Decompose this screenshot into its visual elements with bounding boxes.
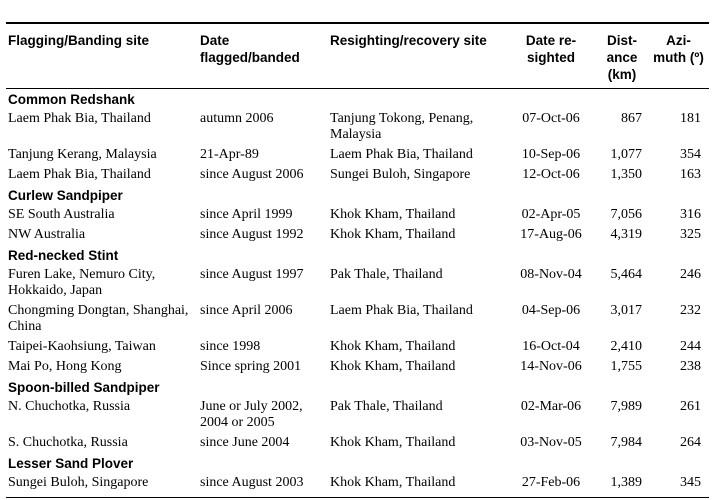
cell-azimuth: 232 (680, 303, 701, 318)
cell-date-resighted: 04-Sep-06 (521, 303, 581, 318)
cell-site: Sungei Buloh, Singapore (6, 473, 198, 498)
cell-recovery-site: Tanjung Tokong, Penang, Malaysia (330, 111, 474, 142)
table-row (6, 473, 709, 498)
species-group-row (6, 453, 709, 473)
cell-recovery-site: Khok Kham, Thailand (328, 473, 508, 498)
cell-date-flagged: June or July 2002, 2004 or 2005 (200, 399, 303, 430)
cell-date-resighted: 02-Mar-06 (520, 399, 582, 414)
header-date-flagged: Date flagged/banded (198, 23, 328, 89)
cell-distance: 2,410 (610, 339, 642, 354)
cell-site: Taipei-Kaohsiung, Taiwan (8, 339, 156, 354)
cell-site: NW Australia (8, 227, 86, 242)
cell-recovery-site: Khok Kham, Thailand (330, 207, 456, 222)
header-row (6, 23, 709, 89)
species-group-row (6, 245, 709, 265)
cell-date-flagged: since April 1999 (200, 207, 293, 222)
cell-site: Laem Phak Bia, Thailand (8, 111, 151, 126)
cell-date-flagged: 21-Apr-89 (200, 147, 259, 162)
cell-azimuth: 325 (680, 227, 701, 242)
cell-distance: 1,350 (610, 167, 642, 182)
table-row (6, 265, 709, 301)
cell-date-resighted: 27-Feb-06 (508, 473, 596, 498)
header-site: Flagging/Banding site (6, 23, 198, 89)
cell-date-flagged: since June 2004 (200, 435, 290, 450)
cell-azimuth: 316 (680, 207, 701, 222)
cell-distance: 1,077 (610, 147, 642, 162)
cell-recovery-site: Pak Thale, Thailand (330, 267, 443, 282)
cell-recovery-site: Khok Kham, Thailand (330, 435, 456, 450)
cell-date-resighted: 16-Oct-04 (522, 339, 580, 354)
cell-date-flagged: since August 2003 (198, 473, 328, 498)
cell-distance: 1,755 (610, 359, 642, 374)
cell-date-flagged: Since spring 2001 (200, 359, 302, 374)
cell-azimuth: 354 (680, 147, 701, 162)
cell-recovery-site: Khok Kham, Thailand (330, 339, 456, 354)
cell-date-resighted: 12-Oct-06 (522, 167, 580, 182)
cell-date-flagged: since August 2006 (200, 167, 304, 182)
table-row (6, 225, 709, 245)
cell-site: Chongming Dongtan, Shanghai, China (8, 303, 189, 334)
cell-site: SE South Australia (8, 207, 115, 222)
header-distance: Dist-ance (km) (596, 23, 650, 89)
cell-recovery-site: Khok Kham, Thailand (330, 359, 456, 374)
species-name: Red-necked Stint (8, 248, 119, 263)
cell-date-resighted: 14-Nov-06 (520, 359, 582, 374)
cell-azimuth: 345 (650, 473, 709, 498)
header-date-resighted: Date re-sighted (508, 23, 596, 89)
cell-distance: 7,989 (610, 399, 642, 414)
cell-site: Laem Phak Bia, Thailand (8, 167, 151, 182)
cell-date-resighted: 02-Apr-05 (521, 207, 581, 222)
header-recovery-site: Resighting/recovery site (328, 23, 508, 89)
band-recovery-table (6, 22, 709, 498)
species-name: Lesser Sand Plover (8, 456, 134, 471)
species-group-row (6, 377, 709, 397)
cell-site: Mai Po, Hong Kong (8, 359, 122, 374)
species-group-row (6, 89, 709, 110)
cell-site: S. Chuchotka, Russia (8, 435, 128, 450)
table-row (6, 337, 709, 357)
cell-distance: 4,319 (610, 227, 642, 242)
table-row (6, 301, 709, 337)
cell-date-resighted: 08-Nov-04 (520, 267, 582, 282)
cell-recovery-site: Pak Thale, Thailand (330, 399, 443, 414)
cell-recovery-site: Khok Kham, Thailand (330, 227, 456, 242)
species-name: Spoon-billed Sandpiper (8, 380, 160, 395)
cell-azimuth: 163 (680, 167, 701, 182)
cell-recovery-site: Laem Phak Bia, Thailand (330, 147, 473, 162)
cell-date-flagged: since August 1992 (200, 227, 304, 242)
species-name: Curlew Sandpiper (8, 188, 123, 203)
table-row (6, 357, 709, 377)
cell-azimuth: 264 (680, 435, 701, 450)
table-row (6, 145, 709, 165)
cell-date-flagged: since 1998 (200, 339, 261, 354)
cell-date-resighted: 17-Aug-06 (520, 227, 582, 242)
cell-distance: 7,056 (610, 207, 642, 222)
cell-distance: 1,389 (596, 473, 650, 498)
cell-azimuth: 261 (680, 399, 701, 414)
cell-distance: 3,017 (610, 303, 642, 318)
cell-distance: 7,984 (610, 435, 642, 450)
cell-site: N. Chuchotka, Russia (8, 399, 131, 414)
species-name: Common Redshank (8, 92, 135, 107)
document (0, 22, 712, 498)
species-group-row (6, 185, 709, 205)
cell-date-resighted: 03-Nov-05 (520, 435, 582, 450)
cell-recovery-site: Laem Phak Bia, Thailand (330, 303, 473, 318)
table-row (6, 165, 709, 185)
table-row (6, 397, 709, 433)
cell-distance: 5,464 (610, 267, 642, 282)
cell-azimuth: 244 (680, 339, 701, 354)
cell-date-flagged: since August 1997 (200, 267, 304, 282)
cell-azimuth: 181 (680, 111, 701, 126)
cell-distance: 867 (621, 111, 642, 126)
table-row (6, 433, 709, 453)
cell-date-resighted: 07-Oct-06 (522, 111, 580, 126)
cell-azimuth: 246 (680, 267, 701, 282)
cell-site: Furen Lake, Nemuro City, Hokkaido, Japan (8, 267, 156, 298)
table-body (6, 89, 709, 498)
cell-azimuth: 238 (680, 359, 701, 374)
table-row (6, 109, 709, 145)
header-azimuth: Azi-muth (º) (650, 23, 709, 89)
cell-date-resighted: 10-Sep-06 (521, 147, 581, 162)
cell-date-flagged: autumn 2006 (200, 111, 274, 126)
table-header (6, 23, 709, 89)
cell-site: Tanjung Kerang, Malaysia (8, 147, 157, 162)
table-row (6, 205, 709, 225)
cell-date-flagged: since April 2006 (200, 303, 293, 318)
cell-recovery-site: Sungei Buloh, Singapore (330, 167, 471, 182)
